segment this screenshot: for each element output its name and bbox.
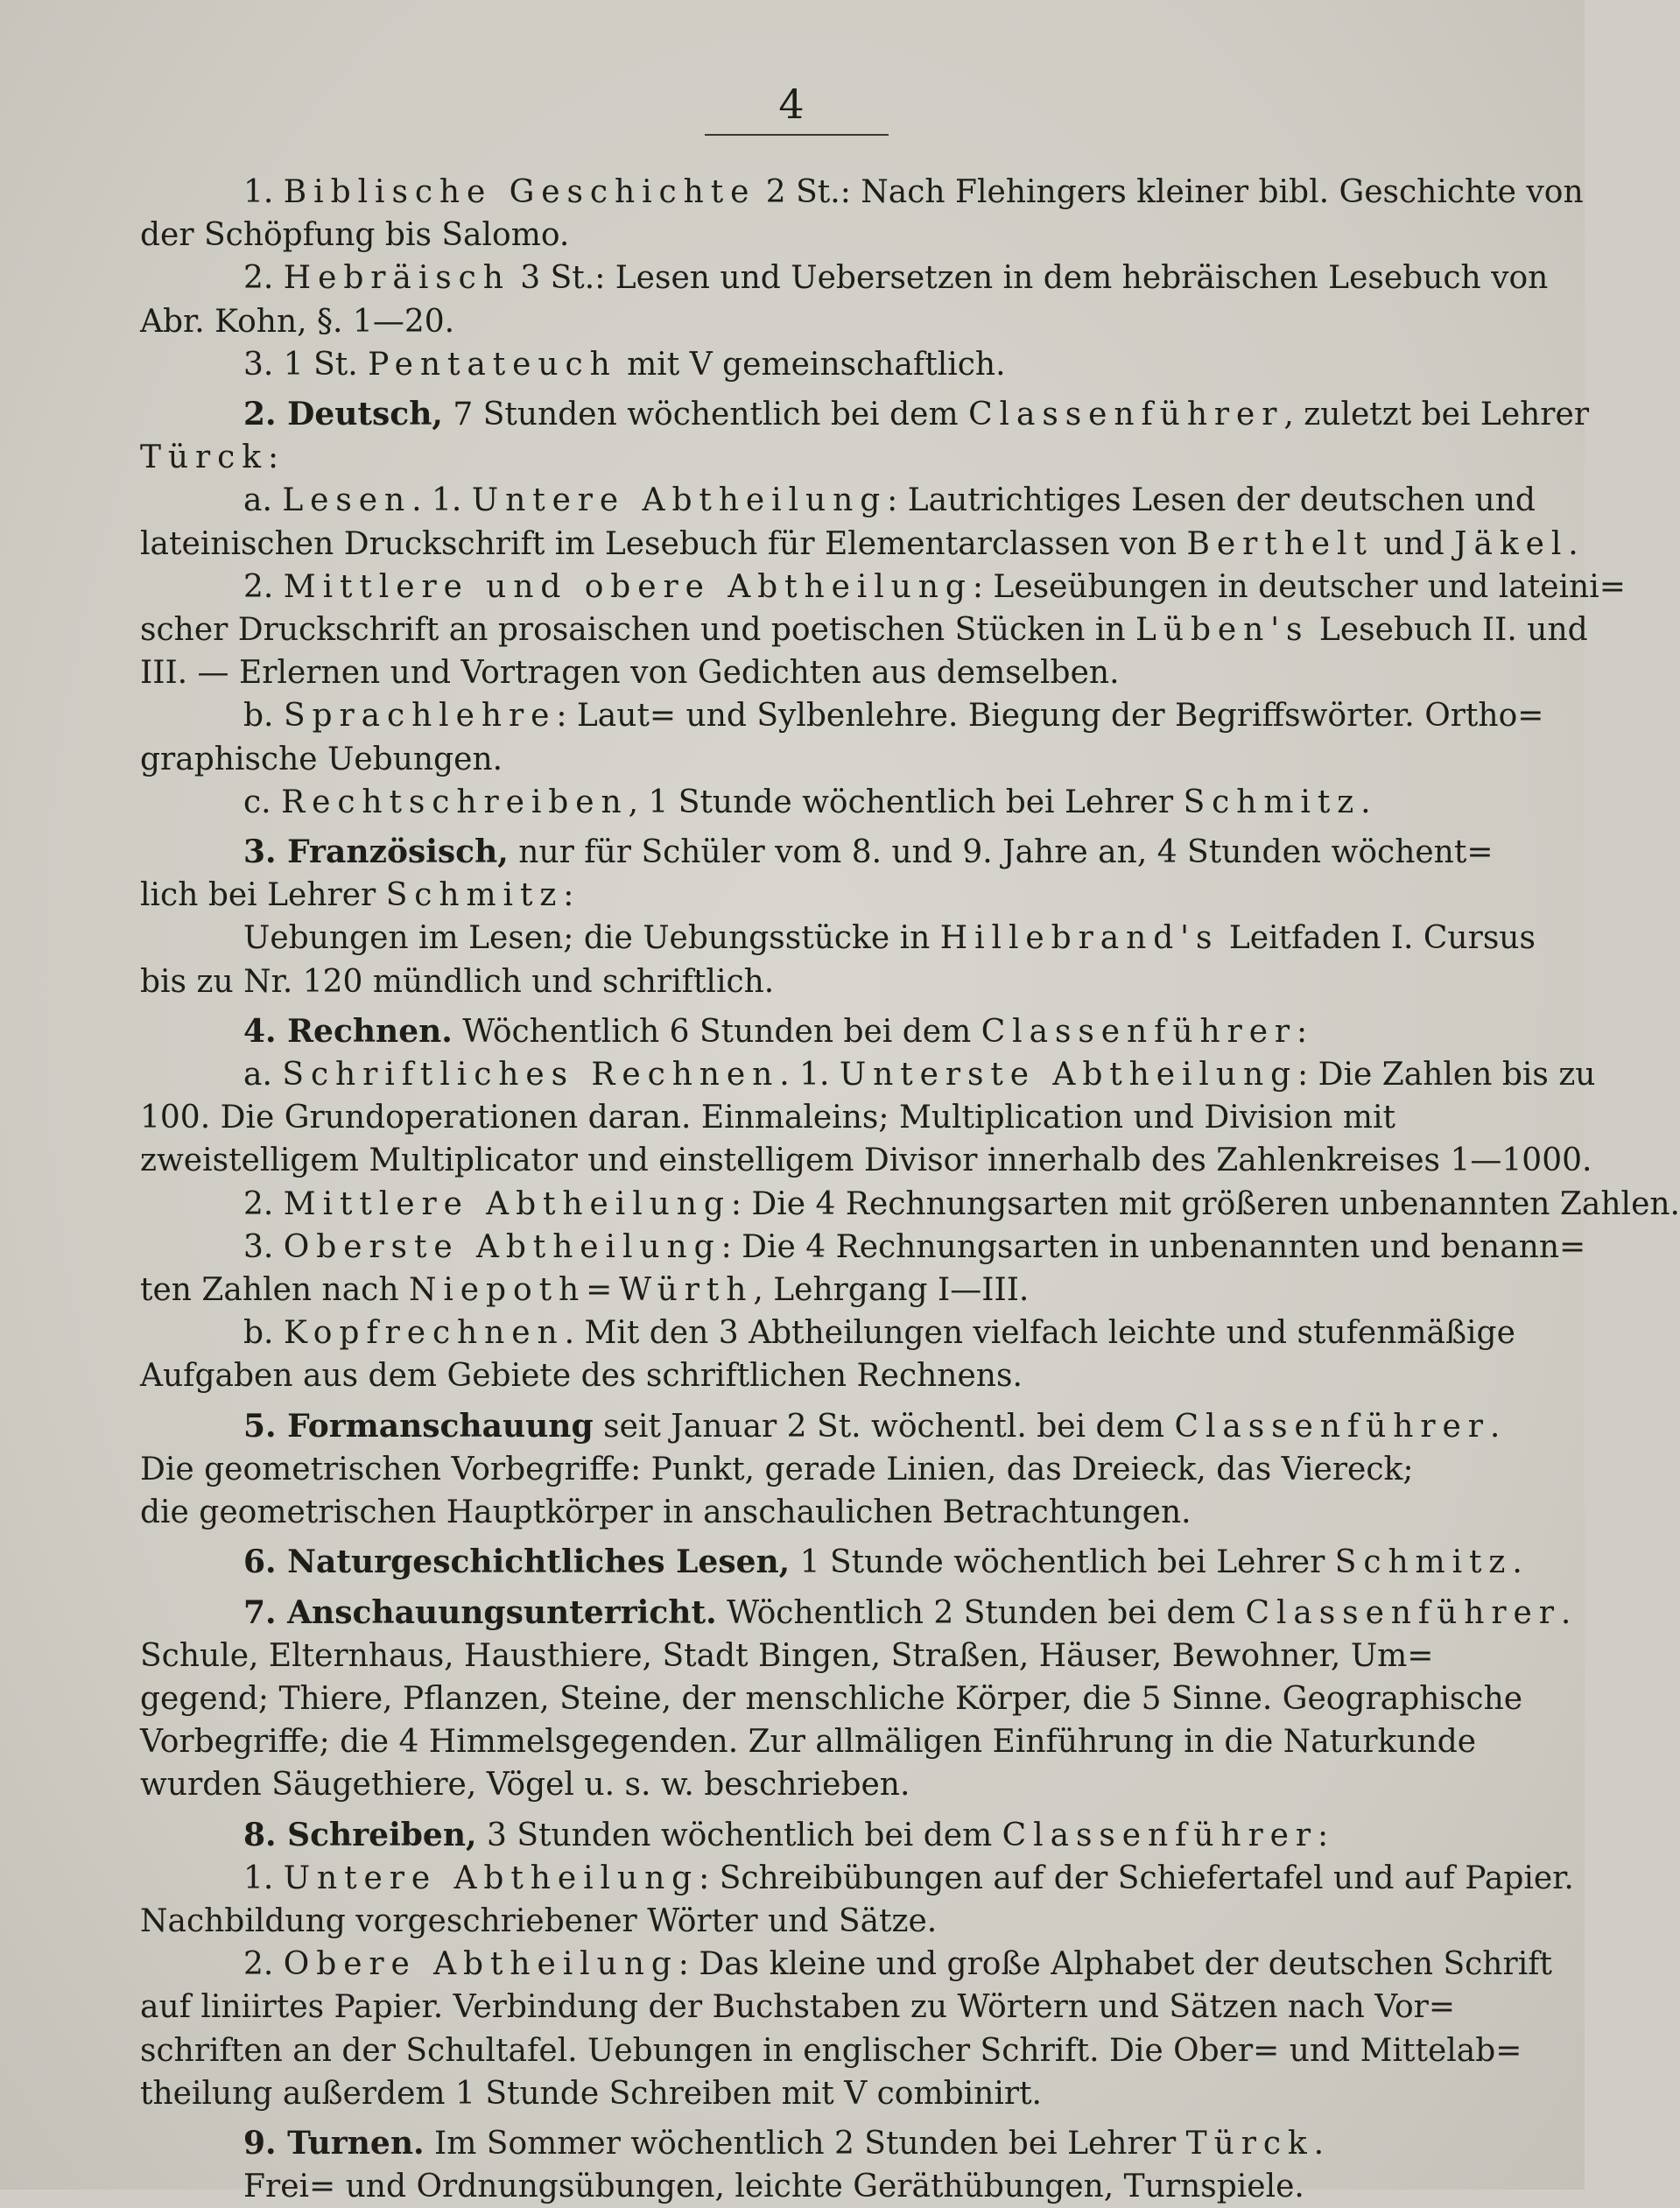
text-run: 2. — [243, 568, 284, 605]
text-run: mit V gemeinschaftlich. — [616, 346, 1006, 383]
spaced-term: Unterste Abtheilung — [839, 1057, 1298, 1093]
text-line — [140, 1139, 1592, 1182]
text-line — [140, 2072, 1450, 2115]
text-line — [140, 1096, 1450, 1139]
section-gap — [140, 1003, 1450, 1010]
text-run: 1. — [243, 1860, 284, 1896]
spaced-term: Untere Abtheilung — [283, 1860, 699, 1896]
spaced-term: Untere Abtheilung — [471, 482, 888, 519]
text-run: Aufgaben aus dem Gebiete des schriftlichen Rechnens. — [140, 1358, 1023, 1395]
text-run: bis zu Nr. 120 mündlich und schriftlich. — [140, 963, 775, 1000]
text-run: und — [1373, 525, 1455, 562]
text-run: Uebungen im Lesen; die Uebungsstücke in — [243, 920, 940, 957]
text-line — [140, 214, 1450, 257]
text-run: Vorbegriffe; die 4 Himmelsgegenden. Zur allmäligen Einführung in die Naturkunde — [140, 1724, 1477, 1761]
text-run: lich bei Lehrer — [140, 877, 386, 914]
text-run: : Leseübungen in deutscher und lateini= — [972, 568, 1626, 605]
spaced-term: Hillebrand's — [939, 920, 1220, 957]
section-gap — [140, 1398, 1450, 1405]
text-run: b. — [243, 698, 284, 735]
text-run: : Schreibübungen auf der Schiefertafel und auf Papier. — [699, 1860, 1574, 1896]
text-run: 100. Die Grundoperationen daran. Einmaleins; Multiplication und Division mit — [140, 1100, 1395, 1136]
section-heading: 9. Turnen. — [243, 2124, 425, 2162]
section-gap — [140, 1534, 1450, 1541]
text-run: : Die 4 Rechnungsarten in unbenannten und benann= — [721, 1228, 1586, 1265]
text-line — [140, 831, 1494, 874]
text-run: : — [1297, 1013, 1308, 1050]
text-line — [140, 1311, 1515, 1354]
text-run: 3 St.: Lesen und Uebersetzen in dem hebräischen Lesebuch von — [510, 260, 1549, 297]
text-run: 2 St.: Nach Flehingers kleiner bibl. Geschichte von — [756, 174, 1584, 210]
text-line — [140, 1541, 1522, 1584]
text-run: nur für Schüler vom 8. und 9. Jahre an, 4 Stunden wöchent= — [508, 834, 1494, 871]
spaced-term: Classenführer — [968, 397, 1284, 433]
text-run: Schule, Elternhaus, Hausthiere, Stadt Bingen, Straßen, Häuser, Bewohner, Um= — [140, 1637, 1434, 1674]
text-line — [140, 1448, 1450, 1491]
text-run: lateinischen Druckschrift im Lesebuch für Elementarclassen von — [140, 525, 1187, 562]
text-run: 1 Stunde wöchentlich bei Lehrer — [790, 1544, 1335, 1581]
text-run: Nachbildung vorgeschriebener Wörter und Sätze. — [140, 1902, 938, 1939]
text-run: . — [1313, 2125, 1325, 2162]
text-line — [140, 2165, 1450, 2208]
text-run: ten Zahlen nach — [140, 1272, 409, 1309]
spaced-term: Lüben's — [1135, 612, 1310, 649]
text-run: Leitfaden I. Cursus — [1219, 920, 1536, 957]
text-run: : Das kleine und große Alphabet der deutschen Schrift — [678, 1946, 1553, 1983]
text-run: theilung außerdem 1 Stunde Schreiben mit V combinirt. — [140, 2075, 1042, 2112]
text-line — [140, 1183, 1680, 1226]
spaced-term: Schriftliches Rechnen — [282, 1057, 780, 1093]
text-run: Frei= und Ordnungsübungen, leichte Geräthübungen, Turnspiele. — [243, 2169, 1304, 2205]
text-line — [140, 1053, 1596, 1096]
text-run: a. — [243, 482, 283, 519]
text-line — [140, 1763, 1450, 1806]
text-line — [140, 343, 1450, 386]
text-run: , Lehrgang I—III. — [753, 1272, 1030, 1309]
text-run: scher Druckschrift an prosaischen und poetischen Stücken in — [140, 612, 1136, 649]
text-line — [140, 393, 1590, 436]
spaced-term: Berthelt — [1186, 525, 1374, 562]
text-run: . — [1560, 1594, 1571, 1631]
text-run: . Mit den 3 Abtheilungen vielfach leichte und stufenmäßige — [564, 1315, 1515, 1352]
spaced-term: Obere Abtheilung — [283, 1946, 678, 1983]
text-run: : — [1318, 1817, 1329, 1853]
section-heading: 2. Deutsch, — [243, 396, 443, 433]
spaced-term: Schmitz — [1334, 1544, 1513, 1581]
text-run: schriften an der Schultafel. Uebungen in englischer Schrift. Die Ober= und Mittelab= — [140, 2032, 1522, 2069]
text-line — [140, 1986, 1456, 2029]
spaced-term: Sprachlehre — [283, 698, 557, 735]
text-line — [140, 300, 1450, 343]
text-run: c. — [243, 784, 282, 820]
spaced-term: Classenführer — [1245, 1594, 1561, 1631]
spaced-term: Schmitz — [1183, 784, 1361, 820]
text-line — [140, 1900, 1450, 1943]
text-line — [140, 2029, 1522, 2072]
text-line — [140, 1857, 1574, 1900]
text-run: Lesebuch II. und — [1309, 612, 1588, 649]
text-run: Die geometrischen Vorbegriffe: Punkt, gerade Linien, das Dreieck, das Viereck; — [140, 1451, 1414, 1487]
section-gap — [140, 386, 1450, 393]
body-text — [140, 171, 1680, 2208]
text-run: 3. 1 St. — [243, 346, 369, 383]
text-line — [140, 1226, 1586, 1269]
spaced-term: Biblische Geschichte — [283, 174, 756, 210]
text-run: graphische Uebungen. — [140, 741, 503, 777]
text-run: Wöchentlich 2 Stunden bei dem — [716, 1594, 1246, 1631]
text-line — [140, 1592, 1571, 1635]
text-run: 7 Stunden wöchentlich bei dem — [442, 397, 969, 433]
text-line — [140, 566, 1626, 608]
text-run: wurden Säugethiere, Vögel u. s. w. beschrieben. — [140, 1767, 910, 1804]
text-line — [140, 1491, 1450, 1534]
text-line — [140, 608, 1588, 651]
text-line — [140, 1814, 1450, 1857]
text-line — [140, 874, 1450, 917]
text-line — [140, 2122, 1450, 2165]
page-number: 4 — [778, 81, 806, 128]
section-heading: 6. Naturgeschichtliches Lesen, — [243, 1543, 791, 1581]
text-line — [140, 781, 1450, 824]
text-line — [140, 1720, 1477, 1763]
text-line — [140, 1943, 1553, 1986]
text-run: 3 Stunden wöchentlich bei dem — [476, 1817, 1002, 1853]
spaced-term: Rechtschreiben — [281, 784, 629, 820]
text-line — [140, 257, 1549, 299]
spaced-term: Schmitz — [385, 877, 564, 914]
spaced-term: Classenführer — [1002, 1817, 1318, 1853]
text-run: . 1. — [411, 482, 472, 519]
section-heading: 7. Anschauungsunterricht. — [243, 1593, 717, 1631]
text-run: . 1. — [779, 1057, 840, 1093]
text-line — [140, 1010, 1450, 1053]
text-run: III. — Erlernen und Vortragen von Gedichten aus demselben. — [140, 655, 1120, 692]
spaced-term: Classenführer — [981, 1013, 1297, 1050]
text-run: , 1 Stunde wöchentlich bei Lehrer — [628, 784, 1184, 820]
spaced-term: Classenführer — [1174, 1408, 1490, 1445]
text-run: auf liniirtes Papier. Verbindung der Buchstaben zu Wörtern und Sätzen nach Vor= — [140, 1989, 1456, 2026]
header-rule — [705, 134, 889, 136]
text-run: 3. — [243, 1228, 284, 1265]
text-line — [140, 1405, 1501, 1448]
spaced-term: Türck — [140, 439, 268, 476]
text-run: b. — [243, 1315, 284, 1352]
text-run: die geometrischen Hauptkörper in anschaulichen Betrachtungen. — [140, 1494, 1191, 1531]
text-run: : — [563, 877, 574, 914]
spaced-term: Mittlere Abtheilung — [283, 1185, 731, 1222]
text-run: . — [1568, 525, 1578, 562]
text-run: 2. — [243, 1185, 284, 1222]
text-line — [140, 738, 1450, 781]
spaced-term: Kopfrechnen — [283, 1315, 565, 1352]
text-run: : Die Zahlen bis zu — [1297, 1057, 1596, 1093]
text-line — [140, 1354, 1450, 1397]
spaced-term: Hebräisch — [283, 260, 510, 297]
text-run: : Laut= und Sylbenlehre. Biegung der Begriffswörter. Ortho= — [556, 698, 1544, 735]
spaced-term: Oberste Abtheilung — [283, 1228, 721, 1265]
text-run: : — [267, 439, 279, 476]
section-heading: 4. Rechnen. — [243, 1012, 453, 1050]
text-line — [140, 436, 1450, 479]
section-gap — [140, 1585, 1450, 1592]
text-run: 2. — [243, 260, 284, 297]
text-line — [140, 523, 1578, 566]
text-run: . — [1360, 784, 1371, 820]
text-run: seit Januar 2 St. wöchentl. bei dem — [593, 1408, 1175, 1445]
text-line — [140, 960, 1450, 1003]
text-line — [140, 171, 1584, 214]
text-run: : Die 4 Rechnungsarten mit größeren unbenannten Zahlen. — [730, 1185, 1680, 1222]
section-gap — [140, 1807, 1450, 1814]
text-line — [140, 479, 1536, 522]
text-run: a. — [243, 1057, 283, 1093]
text-run: zweistelligem Multiplicator und einstelligem Divisor innerhalb des Zahlenkreises 1—1000. — [140, 1143, 1592, 1179]
text-line — [140, 917, 1536, 960]
text-run: Abr. Kohn, §. 1—20. — [140, 303, 455, 340]
text-line — [140, 1635, 1450, 1677]
spaced-term: Niepoth=Würth — [408, 1272, 754, 1309]
text-line — [140, 1677, 1523, 1720]
text-run: 1. — [243, 174, 284, 210]
text-run: , zuletzt bei Lehrer — [1283, 397, 1590, 433]
text-run: der Schöpfung bis Salomo. — [140, 217, 570, 254]
section-heading: 5. Formanschauung — [243, 1407, 594, 1445]
section-gap — [140, 824, 1450, 831]
section-heading: 8. Schreiben, — [243, 1816, 477, 1853]
spaced-term: Mittlere und obere Abtheilung — [283, 568, 973, 605]
section-gap — [140, 2115, 1450, 2122]
spaced-term: Pentateuch — [368, 346, 617, 383]
text-line — [140, 694, 1544, 737]
text-run: Wöchentlich 6 Stunden bei dem — [452, 1013, 981, 1050]
spaced-term: Türck — [1185, 2125, 1314, 2162]
text-run: . — [1512, 1544, 1522, 1581]
text-line — [140, 651, 1450, 694]
text-run: . — [1489, 1408, 1501, 1445]
spaced-term: Lesen — [282, 482, 412, 519]
text-run: Im Sommer wöchentlich 2 Stunden bei Lehrer — [424, 2125, 1186, 2162]
text-run: : Lautrichtiges Lesen der deutschen und — [887, 482, 1536, 519]
spaced-term: Jäkel — [1454, 525, 1569, 562]
text-run: gegend; Thiere, Pflanzen, Steine, der menschliche Körper, die 5 Sinne. Geographische — [140, 1680, 1523, 1717]
section-heading: 3. Französisch, — [243, 833, 509, 871]
text-run: 2. — [243, 1946, 284, 1983]
text-line — [140, 1269, 1450, 1311]
